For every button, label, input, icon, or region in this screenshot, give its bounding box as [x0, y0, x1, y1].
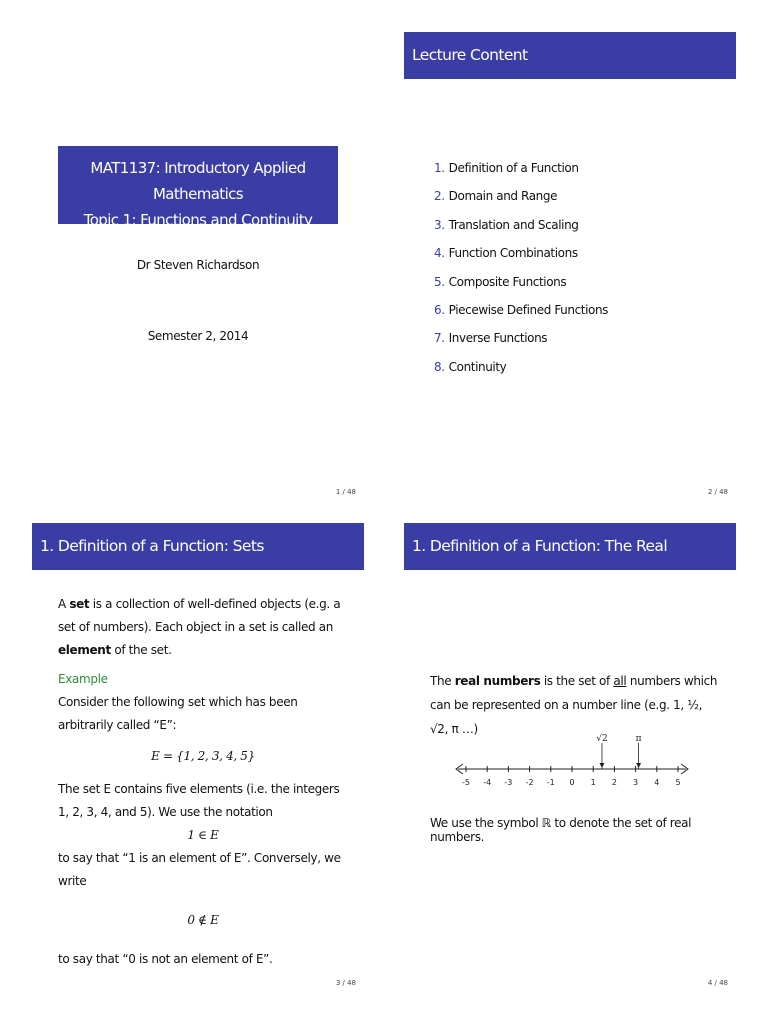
sqrt2-marker-label: √2: [596, 734, 608, 744]
page-number: 1 / 48: [335, 488, 356, 496]
tick-label: 0: [569, 778, 575, 787]
page-number: 4 / 48: [707, 979, 728, 987]
title-box: [58, 146, 338, 229]
page-number: 2 / 48: [707, 488, 728, 496]
example-label: Example: [58, 672, 108, 686]
list-item: 1. Definition of a Function: [434, 161, 579, 175]
tick-label: 3: [633, 778, 639, 787]
list-item: 6. Piecewise Defined Functions: [434, 302, 609, 317]
date: Semester 2, 2014: [147, 329, 249, 343]
membership-notation: 1 ∈ E: [187, 828, 219, 842]
example-intro: Consider the following set which has been arbitrarily called “E”:: [58, 695, 298, 732]
non-membership-notation: 0 ∉ E: [187, 913, 219, 927]
tick-label: 4: [654, 778, 660, 787]
number-line: [452, 733, 692, 803]
real-symbol-sentence: We use the symbol ℝ to denote the set of real numbers.: [430, 816, 692, 844]
slide-2: [404, 32, 736, 504]
tick-label: -1: [546, 778, 555, 787]
lecture-content-list: [434, 158, 608, 385]
pi-marker-label: π: [635, 734, 642, 744]
slide-4: [404, 523, 736, 995]
tick-label: 2: [611, 778, 617, 787]
elements-paragraph: The set E contains five elements (i.e. the integers 1, 2, 3, 4, and 5). We use the notation: [58, 782, 340, 819]
list-item: 2. Domain and Range: [434, 189, 558, 204]
real-numbers-paragraph: The real numbers is the set of all numbers which can be represented on a number line (e.g. 1, ½, √2, π …): [430, 674, 718, 736]
slide-3: [32, 523, 364, 995]
list-item: 3. Translation and Scaling: [434, 217, 579, 232]
tick-label: -3: [504, 778, 513, 787]
slide-heading: Lecture Content: [404, 32, 736, 79]
tick-label: 5: [675, 778, 681, 787]
pi-marker-arrowhead: [636, 763, 641, 768]
topic-title: Topic 1: Functions and Continuity: [83, 211, 313, 229]
membership-explanation: to say that “1 is an element of E”. Conversely, we write: [58, 851, 341, 888]
author: Dr Steven Richardson: [136, 258, 260, 272]
list-item: 4. Function Combinations: [434, 246, 578, 261]
set-definition-paragraph: A set is a collection of well-defined objects (e.g. a set of numbers). Each object in a set is called an element of the set.: [58, 597, 341, 657]
slide-body: [58, 593, 348, 971]
slide-heading: 1. Definition of a Function: The Real Numbers: [404, 523, 736, 570]
list-item: 8. Continuity: [434, 359, 507, 374]
list-item: 5. Composite Functions: [434, 274, 567, 289]
non-membership-explanation: to say that “0 is not an element of E”.: [58, 952, 273, 966]
sqrt2-marker-arrowhead: [599, 763, 604, 768]
tick-label: -2: [525, 778, 534, 787]
tick-label: -5: [462, 778, 470, 787]
slide-heading: 1. Definition of a Function: Sets: [32, 523, 364, 570]
slide-1: [32, 32, 364, 504]
page-number: 3 / 48: [335, 979, 356, 987]
tick-label: 1: [590, 778, 596, 787]
course-title: MAT1137: Introductory Applied Mathematics: [90, 159, 306, 203]
tick-label: -4: [483, 778, 492, 787]
list-item: 7. Inverse Functions: [434, 331, 548, 346]
set-equation: E = {1, 2, 3, 4, 5}: [151, 749, 255, 763]
